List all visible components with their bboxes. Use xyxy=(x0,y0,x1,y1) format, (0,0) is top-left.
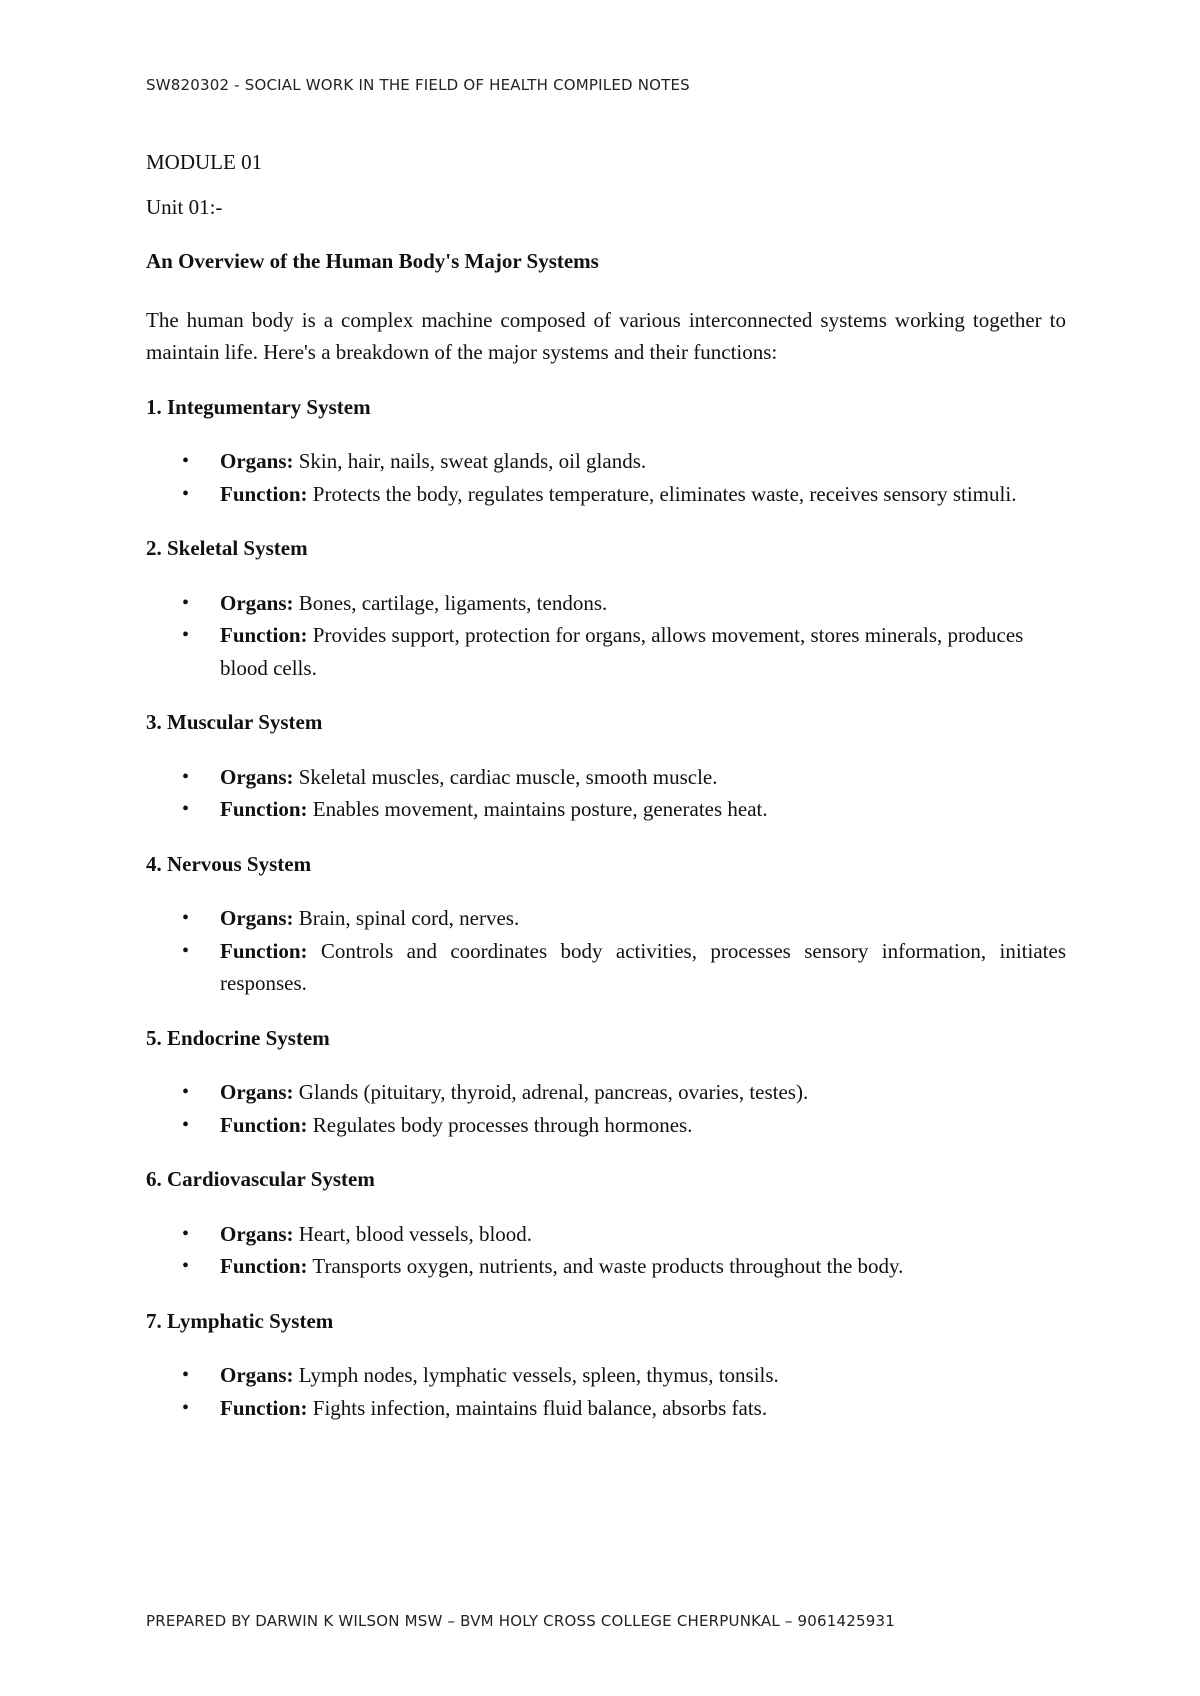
system-bullets xyxy=(146,761,1066,826)
function-item xyxy=(220,478,1066,511)
function-label: Function: xyxy=(220,797,308,821)
organs-item xyxy=(220,1076,1066,1109)
function-label: Function: xyxy=(220,623,308,647)
module-heading: MODULE 01 xyxy=(146,150,263,174)
function-label: Function: xyxy=(220,1112,308,1137)
system-section xyxy=(146,848,1066,1000)
function-label: Function: xyxy=(220,1254,308,1278)
system-heading: 1. Integumentary System xyxy=(146,394,371,419)
system-section xyxy=(146,706,1066,826)
unit-heading: Unit 01:- xyxy=(146,194,223,219)
system-section xyxy=(146,532,1066,684)
organs-item xyxy=(220,1218,1066,1251)
system-bullets xyxy=(146,1218,1066,1283)
function-text: Protects the body, regulates temperature, eliminates waste, receives sensory stimuli. xyxy=(312,481,1017,506)
organs-text: Glands (pituitary, thyroid, adrenal, pancreas, ovaries, testes). xyxy=(298,1080,809,1104)
function-item xyxy=(220,935,1066,1000)
function-label: Function: xyxy=(220,481,308,506)
function-label: Function: xyxy=(220,938,308,963)
organs-label: Organs: xyxy=(220,449,294,473)
system-section xyxy=(146,1163,1066,1283)
organs-label: Organs: xyxy=(220,590,294,615)
intro-paragraph: The human body is a complex machine composed of various interconnected systems working together to maintain life. Here's a breakdown of the major systems and their functions: xyxy=(146,307,1066,364)
function-text: Controls and coordinates body activities, processes sensory information, initiates responses. xyxy=(220,938,1067,995)
system-heading: 5. Endocrine System xyxy=(146,1025,330,1050)
organs-label: Organs: xyxy=(220,1221,294,1246)
system-section xyxy=(146,1022,1066,1142)
function-text: Enables movement, maintains posture, generates heat. xyxy=(312,797,768,821)
function-item xyxy=(220,619,1066,684)
organs-text: Skeletal muscles, cardiac muscle, smooth muscle. xyxy=(298,764,718,789)
organs-text: Lymph nodes, lymphatic vessels, spleen, thymus, tonsils. xyxy=(298,1363,779,1387)
organs-label: Organs: xyxy=(220,906,294,930)
system-heading: 6. Cardiovascular System xyxy=(146,1167,375,1191)
system-bullets xyxy=(146,445,1066,510)
system-heading: 3. Muscular System xyxy=(146,710,323,734)
organs-text: Bones, cartilage, ligaments, tendons. xyxy=(298,590,608,615)
function-label: Function: xyxy=(220,1395,308,1420)
system-bullets xyxy=(146,587,1066,685)
system-heading: 7. Lymphatic System xyxy=(146,1308,334,1333)
system-section xyxy=(146,1305,1066,1425)
organs-label: Organs: xyxy=(220,1363,294,1387)
organs-item xyxy=(220,761,1066,794)
function-text: Fights infection, maintains fluid balance, absorbs fats. xyxy=(312,1395,768,1420)
systems-list xyxy=(146,391,1066,1425)
function-text: Regulates body processes through hormones. xyxy=(312,1112,693,1137)
function-text: Transports oxygen, nutrients, and waste products throughout the body. xyxy=(312,1254,904,1278)
system-heading: 4. Nervous System xyxy=(146,851,312,876)
organs-text: Brain, spinal cord, nerves. xyxy=(298,906,520,930)
organs-item xyxy=(220,1359,1066,1392)
organs-text: Skin, hair, nails, sweat glands, oil glands. xyxy=(298,449,647,473)
document-body xyxy=(146,146,1066,1424)
organs-item xyxy=(220,902,1066,935)
organs-item xyxy=(220,445,1066,478)
function-text: Provides support, protection for organs, allows movement, stores minerals, produces blood cells. xyxy=(220,623,1024,680)
system-bullets xyxy=(146,902,1066,1000)
organs-text: Heart, blood vessels, blood. xyxy=(298,1221,533,1246)
function-item xyxy=(220,1392,1066,1425)
system-heading: 2. Skeletal System xyxy=(146,536,308,560)
organs-label: Organs: xyxy=(220,764,294,789)
organs-item xyxy=(220,587,1066,620)
function-item xyxy=(220,1250,1066,1283)
function-item xyxy=(220,793,1066,826)
page-header: SW820302 - SOCIAL WORK IN THE FIELD OF HEALTH COMPILED NOTES xyxy=(146,76,690,94)
organs-label: Organs: xyxy=(220,1080,294,1104)
system-bullets xyxy=(146,1359,1066,1424)
section-title: An Overview of the Human Body's Major Systems xyxy=(146,249,599,273)
system-section xyxy=(146,391,1066,511)
system-bullets xyxy=(146,1076,1066,1141)
page-footer: PREPARED BY DARWIN K WILSON MSW – BVM HOLY CROSS COLLEGE CHERPUNKAL – 9061425931 xyxy=(146,1612,895,1630)
function-item xyxy=(220,1109,1066,1142)
